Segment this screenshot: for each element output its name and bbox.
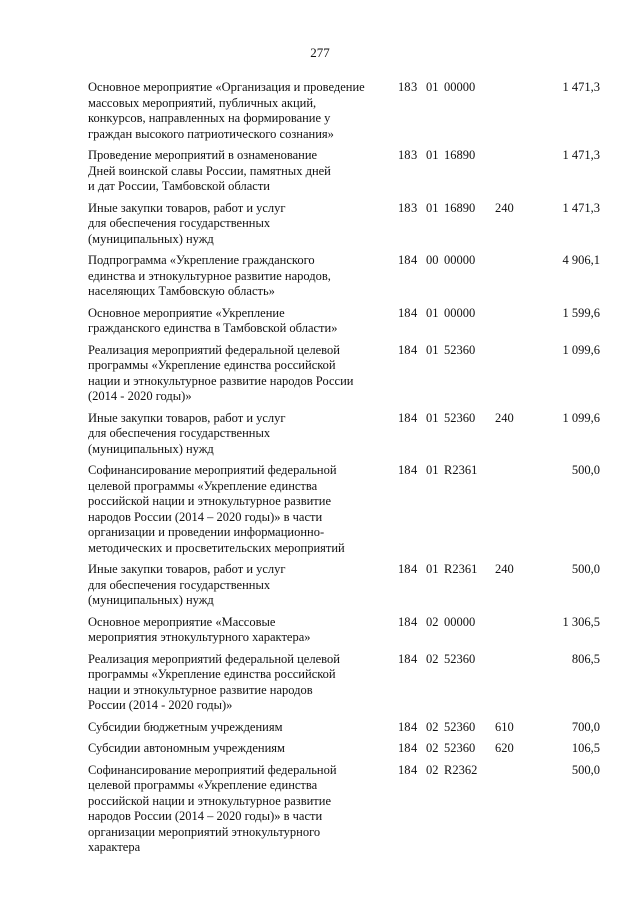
code-c4: R2361 [444,562,478,576]
code-c3: 02 [426,741,439,755]
code-c1: 18 [398,719,411,734]
row-description: Софинансирование мероприятий федеральной целевой программы «Укрепление единства российской нации и этнокультурное развитие народов России (2014 – 2020 годы)» в части организации мероприятий этнокультурного характера [88,762,337,854]
code-c1: 18 [398,463,411,477]
row-amount: 1 471,3 [562,80,600,94]
code-c2: 3 [411,148,418,162]
row-description: Реализация мероприятий федеральной целевой программы «Укрепление единства российской нации и этнокультурное развитие народов России (2014 - 2020 годы)» [88,651,340,712]
table-row [88,343,600,405]
code-c3: 02 [426,719,439,734]
code-c4: 16890 [444,148,476,162]
code-c1: 18 [398,80,411,94]
code-c4: 00000 [444,305,476,320]
code-c1: 18 [398,253,411,267]
code-c1: 18 [398,410,411,425]
code-c2: 4 [411,741,418,755]
code-c1: 18 [398,741,411,755]
row-description: Основное мероприятие «Массовые мероприятия этнокультурного характера» [88,614,311,644]
row-description: Основное мероприятие «Укрепление гражданского единства в Тамбовской области» [88,305,338,335]
table-row [88,253,600,300]
row-amount: 500,0 [571,762,600,777]
code-c2: 4 [411,463,418,477]
row-amount: 500,0 [571,463,600,477]
code-c1: 18 [398,200,411,215]
code-c3: 02 [426,651,439,666]
table-row [88,763,600,856]
row-description: Реализация мероприятий федеральной целевой программы «Укрепление единства российской нации и этнокультурное развитие народов России (2014 - 2020 годы)» [88,342,354,403]
table-row [88,306,600,337]
code-c4: 52360 [444,719,476,734]
table-row [88,615,600,646]
row-description: Проведение мероприятий в ознаменование Дней воинской славы России, памятных дней и дат России, Тамбовской области [88,148,331,193]
code-c3: 01 [426,342,439,357]
row-amount: 806,5 [571,651,600,666]
code-c3: 01 [426,562,439,576]
code-c2: 4 [411,614,418,629]
code-c4: R2362 [444,762,478,777]
code-c1: 18 [398,562,411,576]
row-amount: 1 099,6 [562,342,600,357]
page-number: 277 [310,45,330,60]
row-amount: 1 471,3 [562,148,600,162]
code-c1: 18 [398,762,411,777]
code-c3: 01 [426,80,439,94]
row-amount: 106,5 [571,741,600,755]
code-c2: 4 [411,253,418,267]
code-c4: 00000 [444,80,476,94]
code-c3: 01 [426,410,439,425]
code-c5: 620 [495,741,514,755]
row-amount: 4 906,1 [562,253,600,267]
table-row [88,562,600,609]
code-c3: 01 [426,200,439,215]
row-description: Иные закупки товаров, работ и услуг для обеспечения государственных (муниципальных) нужд [88,410,286,456]
code-c2: 3 [411,200,418,215]
row-amount: 1 099,6 [562,410,600,425]
table-row [88,80,600,142]
code-c1: 18 [398,148,411,162]
table-row [88,148,600,195]
code-c2: 4 [411,410,418,425]
row-description: Иные закупки товаров, работ и услуг для обеспечения государственных (муниципальных) нужд [88,562,286,607]
code-c4: R2361 [444,463,478,477]
code-c3: 02 [426,762,439,777]
code-c2: 4 [411,762,418,777]
code-c1: 18 [398,651,411,666]
code-c5: 240 [495,200,514,215]
budget-table [88,80,600,862]
code-c4: 00000 [444,614,476,629]
row-description: Субсидии автономным учреждениям [88,741,285,755]
code-c1: 18 [398,305,411,320]
code-c2: 4 [411,719,418,734]
row-amount: 500,0 [571,562,600,576]
code-c2: 4 [411,305,418,320]
code-c2: 4 [411,342,418,357]
code-c1: 18 [398,614,411,629]
code-c2: 4 [411,562,418,576]
code-c5: 610 [495,719,514,734]
code-c1: 18 [398,342,411,357]
code-c4: 52360 [444,410,476,425]
table-row [88,201,600,248]
code-c3: 01 [426,148,439,162]
table-row [88,741,600,757]
code-c4: 16890 [444,200,476,215]
code-c3: 01 [426,305,439,320]
code-c2: 4 [411,651,418,666]
table-row [88,720,600,736]
row-description: Иные закупки товаров, работ и услуг для обеспечения государственных (муниципальных) нужд [88,200,286,246]
code-c4: 52360 [444,651,476,666]
row-description: Субсидии бюджетным учреждениям [88,719,283,734]
code-c5: 240 [495,562,514,576]
code-c4: 52360 [444,741,476,755]
code-c3: 00 [426,253,439,267]
code-c4: 00000 [444,253,476,267]
code-c3: 01 [426,463,439,477]
row-amount: 1 471,3 [562,200,600,215]
row-amount: 1 599,6 [562,305,600,320]
code-c4: 52360 [444,342,476,357]
code-c5: 240 [495,410,514,425]
row-amount: 700,0 [571,719,600,734]
code-c2: 3 [411,80,418,94]
code-c3: 02 [426,614,439,629]
table-row [88,463,600,556]
table-row [88,411,600,458]
row-description: Основное мероприятие «Организация и проведение массовых мероприятий, публичных акций, конкурсов, направленных на формирование у граждан высокого патриотического сознания» [88,80,365,141]
table-row [88,652,600,714]
row-amount: 1 306,5 [562,614,600,629]
row-description: Софинансирование мероприятий федеральной целевой программы «Укрепление единства российской нации и этнокультурное развитие народов России (2014 – 2020 годы)» в части организации и проведении информационно- методических и просветительских мероприятий [88,463,345,555]
row-description: Подпрограмма «Укрепление гражданского единства и этнокультурное развитие народов, населяющих Тамбовскую область» [88,253,331,298]
